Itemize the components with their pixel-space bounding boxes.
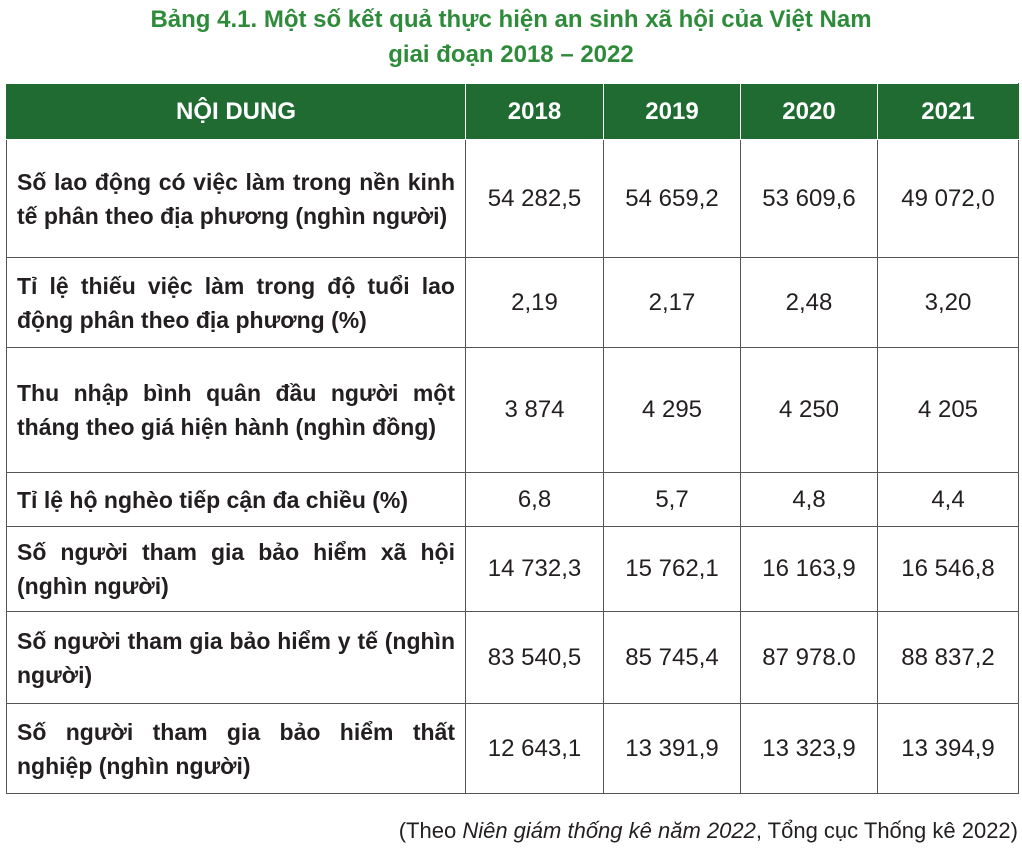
row-label: Số lao động có việc làm trong nền kinh tế phân theo địa phương (nghìn người): [7, 140, 466, 258]
cell-value: 87 978.0: [741, 612, 878, 704]
row-label: Số người tham gia bảo hiểm y tế (nghìn người): [7, 612, 466, 704]
source-note: [399, 818, 1018, 844]
cell-value: 53 609,6: [741, 140, 878, 258]
table-row: [7, 140, 1019, 258]
table-title-line-2: giai đoạn 2018 – 2022: [388, 41, 634, 68]
cell-value: 49 072,0: [878, 140, 1019, 258]
cell-value: 13 323,9: [741, 704, 878, 794]
cell-value: 16 163,9: [741, 527, 878, 612]
cell-value: 54 659,2: [604, 140, 741, 258]
source-book-title: Niên giám thống kê năm 2022: [462, 818, 756, 843]
row-label: Tỉ lệ hộ nghèo tiếp cận đa chiều (%): [7, 473, 466, 527]
cell-value: 4 295: [604, 348, 741, 473]
table-title: [0, 2, 1022, 72]
row-label: Thu nhập bình quân đầu người một tháng theo giá hiện hành (nghìn đồng): [7, 348, 466, 473]
cell-value: 2,19: [466, 258, 604, 348]
table-row: [7, 612, 1019, 704]
social-security-table: [6, 83, 1019, 794]
cell-value: 13 391,9: [604, 704, 741, 794]
cell-value: 85 745,4: [604, 612, 741, 704]
cell-value: 12 643,1: [466, 704, 604, 794]
cell-value: 83 540,5: [466, 612, 604, 704]
cell-value: 15 762,1: [604, 527, 741, 612]
source-suffix: , Tổng cục Thống kê 2022): [755, 818, 1018, 843]
row-label: Số người tham gia bảo hiểm thất nghiệp (nghìn người): [7, 704, 466, 794]
table-row: [7, 527, 1019, 612]
cell-value: 14 732,3: [466, 527, 604, 612]
header-year-2021: 2021: [878, 84, 1019, 140]
cell-value: 3 874: [466, 348, 604, 473]
header-year-2018: 2018: [466, 84, 604, 140]
table-title-line-1: Bảng 4.1. Một số kết quả thực hiện an sinh xã hội của Việt Nam: [150, 6, 872, 33]
cell-value: 2,48: [741, 258, 878, 348]
source-prefix: (Theo: [398, 818, 463, 843]
table-row: [7, 258, 1019, 348]
row-label: Tỉ lệ thiếu việc làm trong độ tuổi lao động phân theo địa phương (%): [7, 258, 466, 348]
table-row: [7, 704, 1019, 794]
table-row: [7, 473, 1019, 527]
cell-value: 3,20: [878, 258, 1019, 348]
cell-value: 13 394,9: [878, 704, 1019, 794]
cell-value: 4 250: [741, 348, 878, 473]
cell-value: 4,8: [741, 473, 878, 527]
header-content: NỘI DUNG: [7, 84, 466, 140]
cell-value: 4,4: [878, 473, 1019, 527]
cell-value: 4 205: [878, 348, 1019, 473]
cell-value: 5,7: [604, 473, 741, 527]
cell-value: 54 282,5: [466, 140, 604, 258]
row-label: Số người tham gia bảo hiểm xã hội (nghìn người): [7, 527, 466, 612]
cell-value: 2,17: [604, 258, 741, 348]
table-row: [7, 348, 1019, 473]
header-year-2019: 2019: [604, 84, 741, 140]
cell-value: 16 546,8: [878, 527, 1019, 612]
cell-value: 88 837,2: [878, 612, 1019, 704]
header-row: [7, 84, 1019, 140]
header-year-2020: 2020: [741, 84, 878, 140]
cell-value: 6,8: [466, 473, 604, 527]
